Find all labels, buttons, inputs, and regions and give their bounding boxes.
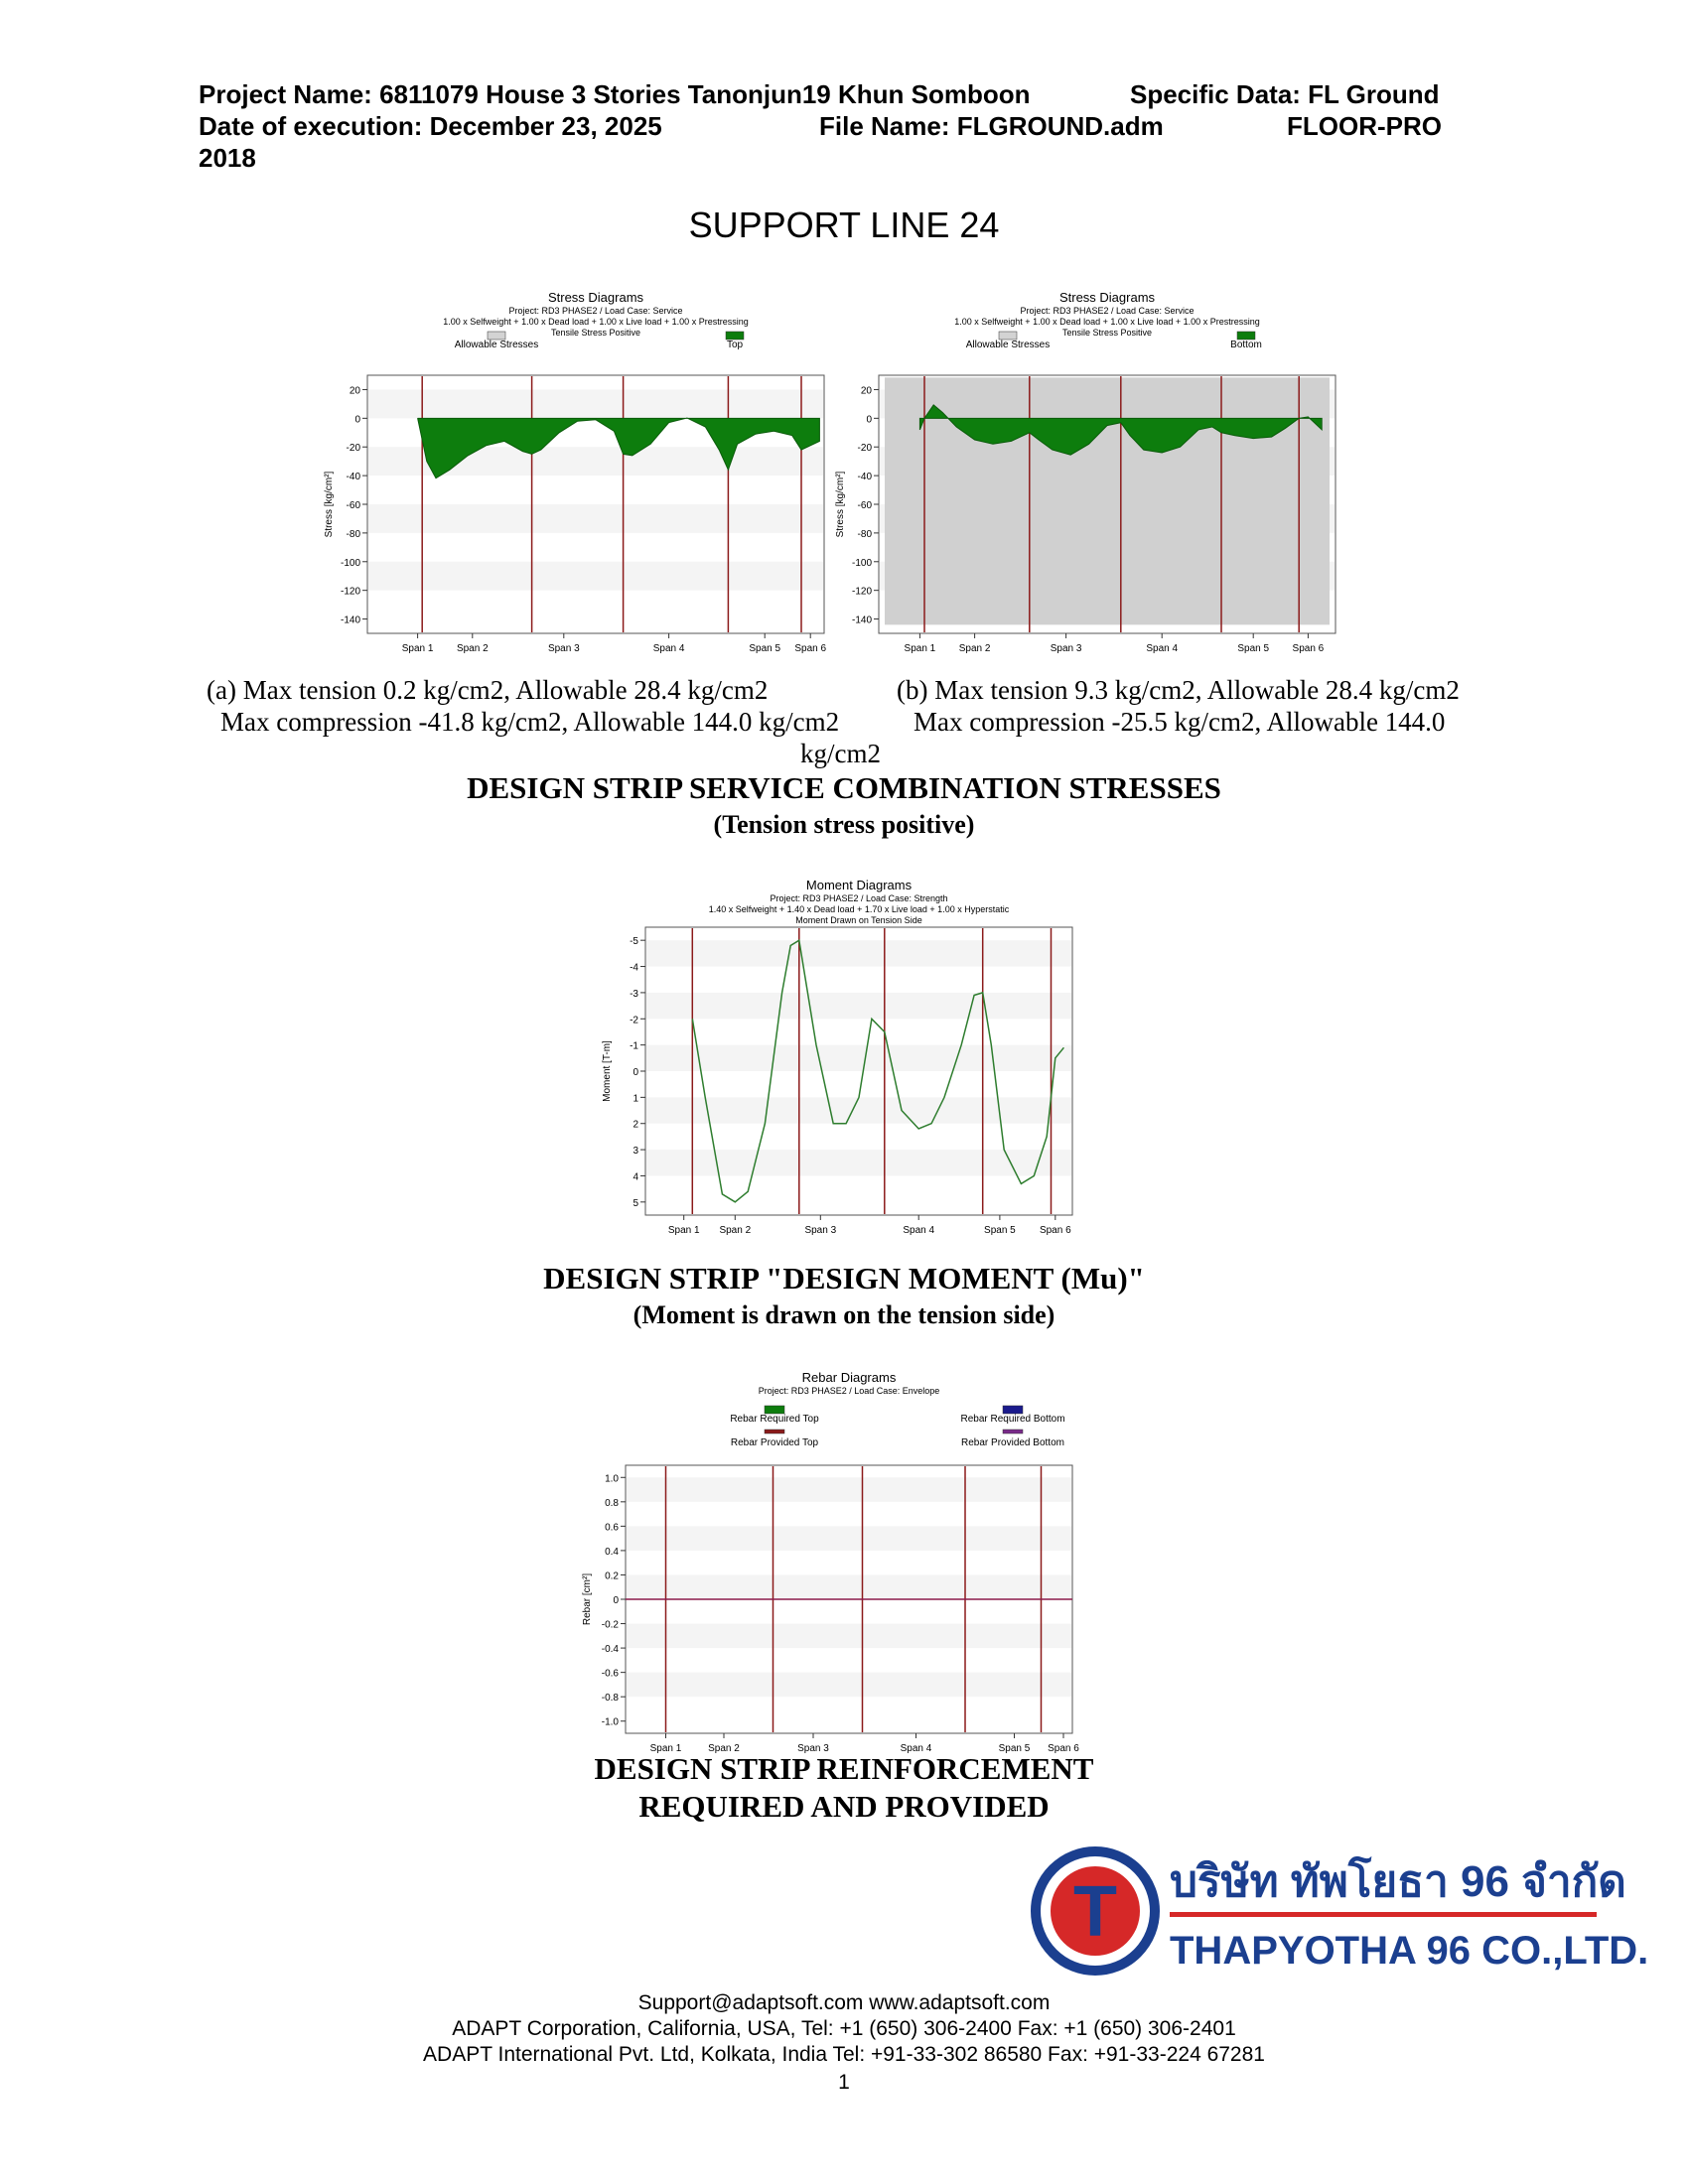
- chart-subtitle3: Tensile Stress Positive: [1061, 328, 1153, 338]
- file-name: File Name: FLGROUND.adm: [819, 111, 1164, 141]
- legend-label: Rebar Provided Top: [730, 1437, 819, 1448]
- y-tick-label: -0.8: [601, 1693, 619, 1705]
- logo-divider: [1170, 1912, 1597, 1917]
- y-tick-label: -100: [340, 557, 360, 569]
- stress-caption-b-line3: kg/cm2: [800, 739, 881, 768]
- span-label: Span 6: [794, 643, 827, 654]
- span-label: Span 6: [1292, 643, 1325, 654]
- span-label: Span 2: [708, 1743, 740, 1754]
- y-tick-label: 5: [633, 1197, 638, 1209]
- span-label: Span 3: [1050, 643, 1082, 654]
- legend-swatch: [999, 332, 1017, 340]
- y-tick-label: -4: [630, 962, 638, 974]
- y-tick-label: -20: [346, 443, 360, 455]
- legend-swatch: [765, 1430, 784, 1433]
- grid-stripe: [646, 1045, 1071, 1071]
- y-tick-label: 4: [633, 1171, 638, 1183]
- y-tick-label: -100: [851, 557, 872, 569]
- span-label: Span 1: [904, 643, 936, 654]
- software-year: 2018: [199, 143, 256, 173]
- y-tick-label: -0.6: [601, 1668, 619, 1680]
- y-tick-label: 1: [633, 1093, 638, 1105]
- span-label: Span 1: [649, 1743, 682, 1754]
- grid-stripe: [646, 940, 1071, 966]
- grid-stripe: [627, 1624, 1071, 1649]
- chart-title: Moment Diagrams: [805, 878, 913, 892]
- y-tick-label: 0: [866, 414, 872, 426]
- page-title: SUPPORT LINE 24: [688, 205, 1000, 245]
- legend-label: Bottom: [1230, 340, 1262, 350]
- legend-label: Allowable Stresses: [965, 340, 1051, 350]
- y-tick-label: -5: [630, 936, 638, 948]
- rebar-section-heading-line1: DESIGN STRIP REINFORCEMENT: [594, 1751, 1094, 1786]
- stress-section-heading: DESIGN STRIP SERVICE COMBINATION STRESSES: [467, 770, 1221, 805]
- legend-label: Top: [726, 340, 744, 350]
- grid-stripe: [368, 504, 823, 533]
- footer-contact: Support@adaptsoft.com www.adaptsoft.com: [637, 1991, 1051, 2014]
- y-tick-label: 0: [354, 414, 360, 426]
- legend-label: Allowable Stresses: [454, 340, 539, 350]
- stress-caption-b-line2: Max compression -25.5 kg/cm2, Allowable 144.0: [914, 707, 1446, 737]
- span-label: Span 4: [652, 643, 685, 654]
- footer-usa: ADAPT Corporation, California, USA, Tel: +1 (650) 306-2400 Fax: +1 (650) 306-2401: [452, 2017, 1236, 2040]
- y-tick-label: 0.6: [605, 1522, 619, 1534]
- y-tick-label: -3: [630, 988, 638, 1000]
- allowable-stress-band: [885, 377, 1330, 624]
- y-tick-label: -40: [857, 472, 872, 483]
- stress-section-subheading: (Tension stress positive): [713, 810, 975, 839]
- span-label: Span 3: [804, 1225, 837, 1236]
- y-axis-label: Moment [T-m]: [602, 1040, 613, 1102]
- y-tick-label: -0.2: [601, 1619, 619, 1631]
- logo-english-name: THAPYOTHA 96 CO.,LTD.: [1170, 1929, 1649, 1973]
- legend-swatch: [1237, 332, 1255, 340]
- legend-swatch: [1003, 1430, 1023, 1433]
- span-label: Span 5: [998, 1743, 1031, 1754]
- legend-label: Rebar Required Top: [730, 1414, 819, 1425]
- y-tick-label: -1.0: [601, 1716, 619, 1728]
- span-label: Span 2: [719, 1225, 752, 1236]
- y-tick-label: 0: [613, 1595, 619, 1606]
- span-label: Span 3: [797, 1743, 829, 1754]
- span-label: Span 2: [456, 643, 489, 654]
- moment-section-heading: DESIGN STRIP "DESIGN MOMENT (Mu)": [543, 1261, 1145, 1296]
- rebar-chart: [576, 1368, 1092, 1765]
- y-tick-label: 20: [860, 385, 872, 397]
- span-label: Span 3: [547, 643, 580, 654]
- y-tick-label: 0.8: [605, 1497, 619, 1509]
- chart-subtitle1: Project: RD3 PHASE2 / Load Case: Service: [1020, 306, 1195, 316]
- company-logo: [1033, 1837, 1649, 1985]
- y-tick-label: -120: [340, 586, 360, 598]
- chart-subtitle2: 1.00 x Selfweight + 1.00 x Dead load + 1.00 x Live load + 1.00 x Prestressing: [954, 317, 1260, 327]
- span-label: Span 1: [401, 643, 434, 654]
- y-axis-label: Stress [kg/cm²]: [835, 471, 846, 538]
- y-tick-label: -80: [346, 528, 360, 540]
- y-axis-label: Rebar [cm²]: [582, 1572, 593, 1626]
- legend-swatch: [726, 332, 744, 340]
- y-tick-label: 3: [633, 1146, 638, 1158]
- chart-subtitle1: Project: RD3 PHASE2 / Load Case: Strength: [770, 893, 948, 903]
- grid-stripe: [627, 1673, 1071, 1698]
- y-axis-label: Stress [kg/cm²]: [324, 471, 335, 538]
- legend-swatch: [765, 1406, 784, 1414]
- span-label: Span 5: [984, 1225, 1016, 1236]
- span-label: Span 4: [1146, 643, 1179, 654]
- span-label: Span 5: [749, 643, 781, 654]
- span-label: Span 2: [958, 643, 991, 654]
- span-label: Span 1: [667, 1225, 700, 1236]
- y-tick-label: 20: [349, 385, 360, 397]
- project-name: Project Name: 6811079 House 3 Stories Tanonjun19 Khun Somboon: [199, 79, 1031, 109]
- software-name: FLOOR-PRO: [1287, 111, 1442, 141]
- y-tick-label: -80: [857, 528, 872, 540]
- y-tick-label: -0.4: [601, 1644, 619, 1656]
- y-tick-label: 2: [633, 1119, 638, 1131]
- y-tick-label: 0.4: [605, 1546, 619, 1558]
- stress-caption-a-line2: Max compression -41.8 kg/cm2, Allowable 144.0 kg/cm2: [220, 707, 840, 737]
- y-tick-label: -60: [857, 500, 872, 511]
- legend-label: Rebar Provided Bottom: [961, 1437, 1064, 1448]
- chart-subtitle2: 1.40 x Selfweight + 1.40 x Dead load + 1.70 x Live load + 1.00 x Hyperstatic: [708, 904, 1010, 914]
- grid-stripe: [646, 993, 1071, 1019]
- execution-date: Date of execution: December 23, 2025: [199, 111, 662, 141]
- logo-letter: T: [1073, 1872, 1117, 1952]
- y-tick-label: 0: [633, 1067, 638, 1078]
- specific-data: Specific Data: FL Ground: [1130, 79, 1440, 109]
- legend-label: Rebar Required Bottom: [960, 1414, 1065, 1425]
- span-label: Span 5: [1237, 643, 1270, 654]
- moment-chart: [576, 876, 1092, 1253]
- stress-caption-a-line1: (a) Max tension 0.2 kg/cm2, Allowable 28.4 kg/cm2: [207, 675, 769, 705]
- legend-swatch: [1003, 1406, 1023, 1414]
- span-label: Span 6: [1039, 1225, 1071, 1236]
- y-tick-label: -120: [851, 586, 872, 598]
- y-tick-label: 0.2: [605, 1570, 619, 1582]
- chart-subtitle1: Project: RD3 PHASE2 / Load Case: Service: [508, 306, 683, 316]
- y-tick-label: -2: [630, 1015, 638, 1026]
- chart-title: Stress Diagrams: [1058, 290, 1156, 305]
- grid-stripe: [646, 1097, 1071, 1123]
- chart-subtitle1: Project: RD3 PHASE2 / Load Case: Envelope: [758, 1386, 940, 1396]
- page-number: 1: [838, 2071, 850, 2094]
- y-tick-label: 1.0: [605, 1473, 619, 1485]
- y-tick-label: -60: [346, 500, 360, 511]
- footer-india: ADAPT International Pvt. Ltd, Kolkata, India Tel: +91-33-302 86580 Fax: +91-33-224 67281: [423, 2043, 1265, 2066]
- span-label: Span 4: [900, 1743, 932, 1754]
- y-tick-label: -140: [851, 614, 872, 626]
- grid-stripe: [368, 389, 823, 418]
- stress-chart-top: [298, 288, 834, 665]
- y-tick-label: -20: [857, 443, 872, 455]
- grid-stripe: [627, 1574, 1071, 1599]
- chart-title: Rebar Diagrams: [801, 1370, 897, 1385]
- chart-subtitle2: 1.00 x Selfweight + 1.00 x Dead load + 1.00 x Live load + 1.00 x Prestressing: [443, 317, 749, 327]
- legend-swatch: [488, 332, 505, 340]
- stress-chart-bottom: [835, 288, 1375, 665]
- grid-stripe: [627, 1477, 1071, 1502]
- rebar-section-heading-line2: REQUIRED AND PROVIDED: [638, 1789, 1050, 1824]
- chart-subtitle3: Tensile Stress Positive: [550, 328, 641, 338]
- moment-section-subheading: (Moment is drawn on the tension side): [633, 1300, 1055, 1329]
- grid-stripe: [646, 1150, 1071, 1175]
- grid-stripe: [627, 1526, 1071, 1551]
- span-label: Span 6: [1048, 1743, 1079, 1754]
- chart-title: Stress Diagrams: [547, 290, 644, 305]
- y-tick-label: -1: [630, 1040, 638, 1052]
- logo-thai-name: บริษัท ทัพโยธา 96 จำกัด: [1170, 1857, 1626, 1906]
- y-tick-label: -40: [346, 472, 360, 483]
- grid-stripe: [368, 562, 823, 591]
- y-tick-label: -140: [340, 614, 360, 626]
- stress-caption-b-line1: (b) Max tension 9.3 kg/cm2, Allowable 28.4 kg/cm2: [897, 675, 1460, 705]
- chart-subtitle3: Moment Drawn on Tension Side: [795, 915, 922, 925]
- span-label: Span 4: [903, 1225, 935, 1236]
